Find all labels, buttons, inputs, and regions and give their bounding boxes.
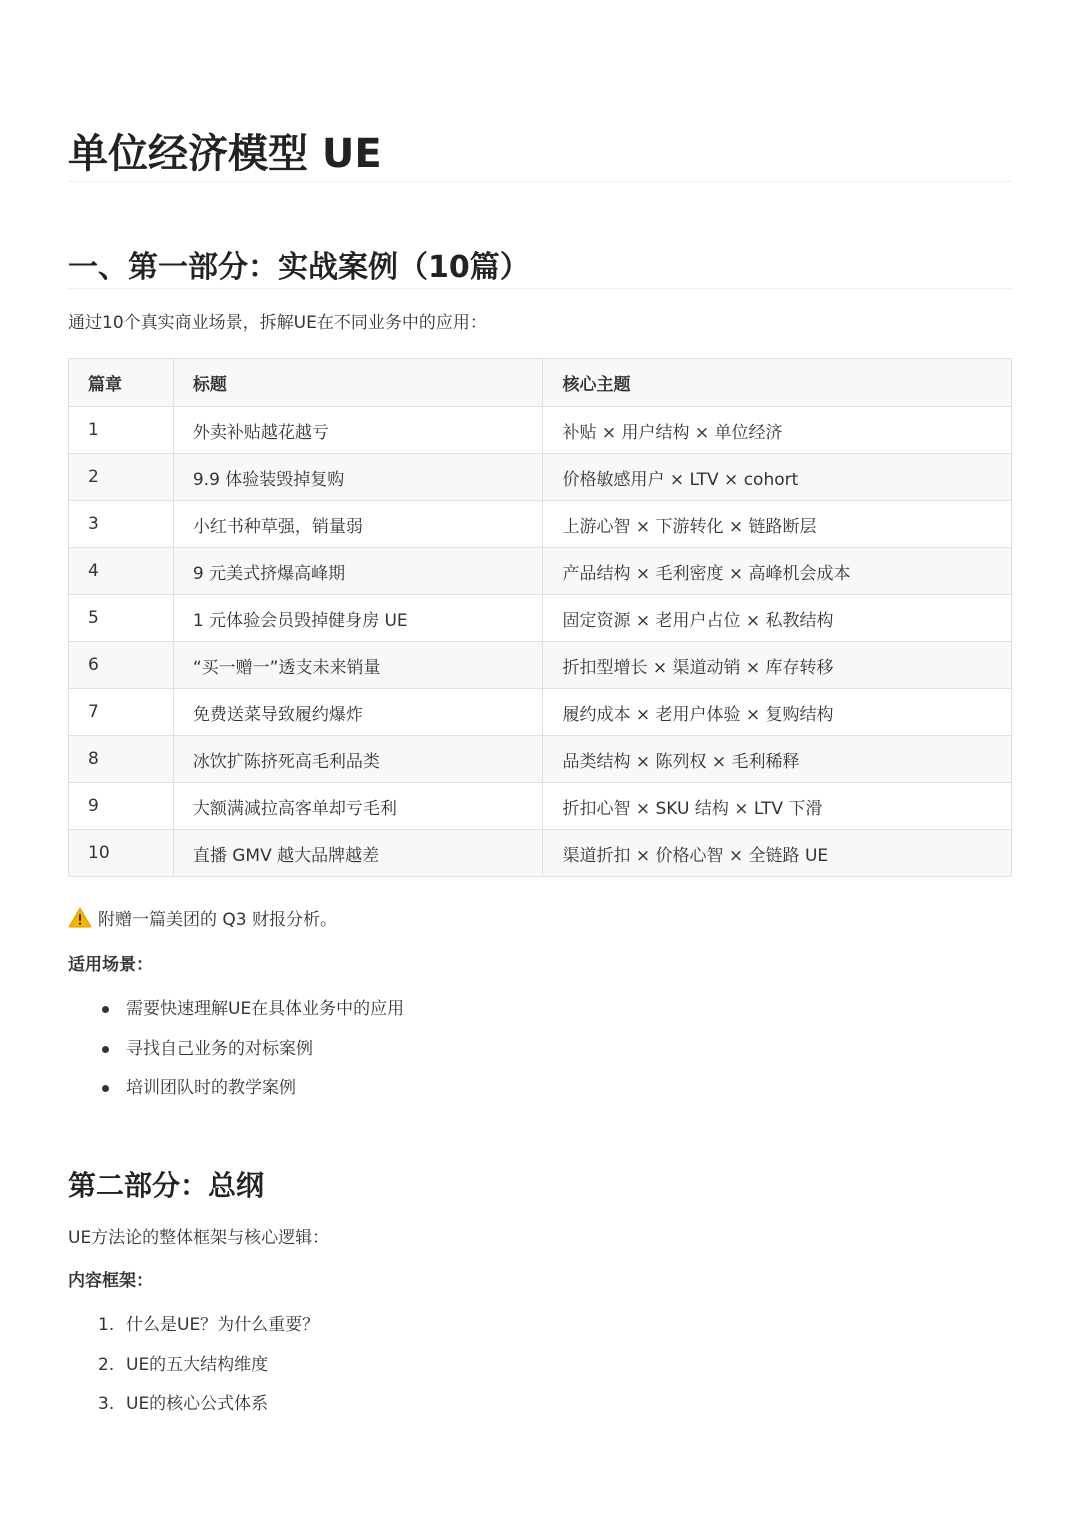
list-item: [68, 1075, 404, 1115]
table-header-theme: 核心主题: [543, 359, 1012, 407]
table-header-row: [69, 359, 1012, 407]
list-item-text: UE的五大结构维度: [126, 1354, 269, 1375]
table-cell-chapter: 6: [69, 642, 174, 689]
section1-heading: 一、第一部分：实战案例（10篇）: [68, 250, 530, 285]
list-item-text: 培训团队时的教学案例: [126, 1078, 296, 1098]
table-header-chapter: 篇章: [69, 359, 174, 407]
table-cell-title: 大额满减拉高客单却亏毛利: [173, 783, 543, 830]
table-cell-chapter: 8: [69, 736, 174, 783]
warning-icon: [68, 907, 92, 928]
table-cell-theme: 上游心智 × 下游转化 × 链路断层: [543, 501, 1012, 548]
table-cell-chapter: 4: [69, 548, 174, 595]
table-cell-theme: 补贴 × 用户结构 × 单位经济: [543, 407, 1012, 454]
table-cell-chapter: 2: [69, 454, 174, 501]
table-row: [69, 454, 1012, 501]
framework-label: 内容框架：: [68, 1271, 153, 1291]
table-cell-theme: 履约成本 × 老用户体验 × 复购结构: [543, 689, 1012, 736]
bullet-icon: [102, 1006, 109, 1013]
table-cell-chapter: 5: [69, 595, 174, 642]
table-cell-chapter: 7: [69, 689, 174, 736]
list-item-number: 1.: [98, 1315, 115, 1335]
table-row: [69, 830, 1012, 877]
table-cell-theme: 产品结构 × 毛利密度 × 高峰机会成本: [543, 548, 1012, 595]
table-row: [69, 501, 1012, 548]
table-cell-chapter: 1: [69, 407, 174, 454]
table-row: [69, 783, 1012, 830]
table-header-title: 标题: [173, 359, 543, 407]
cases-table: [68, 358, 1012, 877]
list-item-number: 3.: [98, 1394, 115, 1414]
list-item-number: 2.: [98, 1354, 115, 1375]
table-cell-title: 冰饮扩陈挤死高毛利品类: [173, 736, 543, 783]
framework-list: [68, 1312, 319, 1431]
table-cell-theme: 渠道折扣 × 价格心智 × 全链路 UE: [543, 830, 1012, 877]
section2-intro: UE方法论的整体框架与核心逻辑：: [68, 1228, 330, 1248]
table-cell-title: 9 元美式挤爆高峰期: [173, 548, 543, 595]
table-body: [69, 407, 1012, 877]
section2-heading: 第二部分：总纲: [68, 1169, 265, 1202]
scenes-label: 适用场景：: [68, 955, 153, 975]
bullet-icon: [102, 1085, 109, 1092]
table-cell-title: 9.9 体验装毁掉复购: [173, 454, 543, 501]
list-item-text: 寻找自己业务的对标案例: [126, 1038, 313, 1059]
table-cell-title: 直播 GMV 越大品牌越差: [173, 830, 543, 877]
table-cell-title: 免费送菜导致履约爆炸: [173, 689, 543, 736]
table-cell-chapter: 3: [69, 501, 174, 548]
title-divider: [68, 181, 1012, 182]
table-cell-title: “买一赠一”透支未来销量: [173, 642, 543, 689]
list-item-text: 需要快速理解UE在具体业务中的应用: [126, 999, 405, 1019]
table-row: [69, 548, 1012, 595]
bonus-note-text: 附赠一篇美团的 Q3 财报分析。: [98, 910, 338, 930]
table-cell-theme: 品类结构 × 陈列权 × 毛利稀释: [543, 736, 1012, 783]
table-cell-theme: 固定资源 × 老用户占位 × 私教结构: [543, 595, 1012, 642]
bonus-note: [68, 907, 337, 933]
section1-divider: [68, 288, 1012, 289]
table-cell-chapter: 10: [69, 830, 174, 877]
table-cell-chapter: 9: [69, 783, 174, 830]
list-item: [68, 1391, 319, 1431]
table-cell-title: 1 元体验会员毁掉健身房 UE: [173, 595, 543, 642]
scenes-list: [68, 996, 404, 1115]
document-title: 单位经济模型 UE: [68, 131, 382, 177]
list-item: [68, 1312, 319, 1352]
list-item: [68, 996, 404, 1036]
table-cell-title: 外卖补贴越花越亏: [173, 407, 543, 454]
table-cell-theme: 折扣心智 × SKU 结构 × LTV 下滑: [543, 783, 1012, 830]
list-item-text: 什么是UE？为什么重要？: [126, 1315, 320, 1335]
list-item-text: UE的核心公式体系: [126, 1394, 269, 1414]
table-row: [69, 407, 1012, 454]
table-cell-theme: 折扣型增长 × 渠道动销 × 库存转移: [543, 642, 1012, 689]
table-row: [69, 642, 1012, 689]
bullet-icon: [102, 1046, 109, 1053]
section1-intro: 通过10个真实商业场景，拆解UE在不同业务中的应用：: [68, 313, 487, 333]
table-row: [69, 689, 1012, 736]
table-cell-title: 小红书种草强，销量弱: [173, 501, 543, 548]
list-item: [68, 1352, 319, 1392]
table-cell-theme: 价格敏感用户 × LTV × cohort: [543, 454, 1012, 501]
table-row: [69, 595, 1012, 642]
list-item: [68, 1036, 404, 1076]
table-row: [69, 736, 1012, 783]
